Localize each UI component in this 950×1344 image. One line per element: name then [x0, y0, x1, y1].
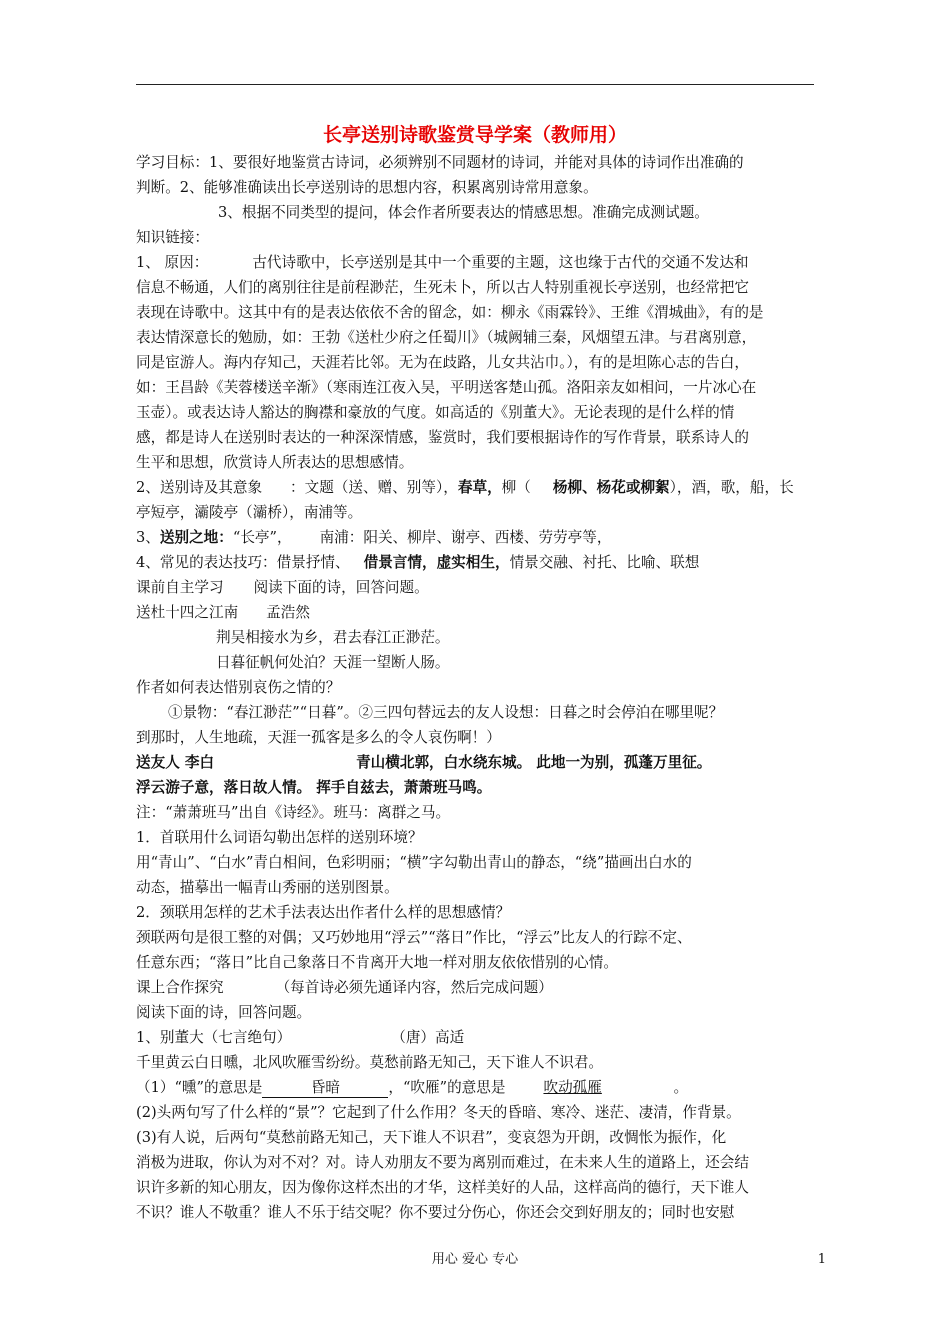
text-span: 3、: [136, 529, 160, 546]
underlined-answer: 吹动孤雁: [543, 1079, 602, 1096]
text-span: 情景交融、衬托、比喻、联想: [509, 554, 700, 571]
text-span: 1、别董大（七言绝句）: [136, 1029, 292, 1046]
answer-line: 用“青山”、“白水”青白相间，色彩明丽；“横”字勾勒出青山的静态，“绕”描画出白水的: [136, 854, 692, 871]
paragraph-line: 阅读下面的诗，回答问题。: [136, 1004, 312, 1021]
paragraph-line: 3、根据不同类型的提问，体会作者所要表达的情感思想。准确完成测试题。: [218, 204, 709, 221]
answer-line: 颈联两句是很工整的对偶；又巧妙地用“浮云”“落日”作比，“浮云”比友人的行踪不定、: [136, 929, 692, 946]
answer-line: 消极为进取，你认为对不对？对。诗人劝朋友不要为离别而难过，在未来人生的道路上，还会结: [136, 1154, 749, 1171]
answer-line: 动态，描摹出一幅青山秀丽的送别图景。: [136, 879, 399, 896]
paragraph-line: 表现在诗歌中。这其中有的是表达依依不舍的留念，如：柳永《雨霖铃》、王维《渭城曲》，有的是: [136, 304, 764, 321]
text-span: （每首诗必须先通译内容，然后完成问题）: [275, 979, 553, 996]
text-span: 1、 原因：: [136, 254, 209, 271]
answer-blank: [543, 1079, 673, 1097]
paragraph-line: 同是宦游人。海内存知己，天涯若比邻。无为在歧路，儿女共沾巾。），有的是坦陈心志的告白，: [136, 354, 749, 371]
text-span: （唐）高适: [391, 1029, 465, 1046]
answer-line: ①景物：“春江渺茫”“日暮”。②三四句替远去的友人设想：日暮之时会停泊在哪里呢？: [168, 704, 724, 721]
poem-line: [136, 750, 818, 775]
paragraph-line: [136, 550, 818, 575]
bold-text: 浮云游子意，落日故人情。 挥手自兹去，萧萧班马鸣。: [136, 779, 492, 796]
question-line: 1．首联用什么词语勾勒出怎样的送别环境？: [136, 829, 423, 846]
text-span: 阅读下面的诗，回答问题。: [253, 579, 429, 596]
paragraph-line: 玉壶）。或表达诗人豁达的胸襟和豪放的气度。如高适的《别董大》。无论表现的是什么样的情: [136, 404, 735, 421]
footer-motto: 用心 爱心 专心: [431, 1252, 519, 1267]
text-span: 。: [673, 1079, 689, 1096]
note-line: 注：“萧萧班马”出自《诗经》。班马：离群之马。: [136, 804, 451, 821]
paragraph-line: [136, 525, 818, 550]
poem-line: 千里黄云白日曛，北风吹雁雪纷纷。莫愁前路无知己，天下谁人不识君。: [136, 1054, 604, 1071]
answer-blank: 昏暗: [262, 1079, 388, 1098]
text-span: ：文题（送、赠、别等），: [290, 479, 458, 496]
text-span: “长亭”，: [232, 529, 292, 546]
answer-line: 识许多新的知心朋友，因为像你这样杰出的才华，这样美好的人品，这样高尚的德行，天下谁人: [136, 1179, 749, 1196]
paragraph-line: 亭短亭，灞陵亭（灞桥），南浦等。: [136, 504, 363, 521]
paragraph-line: 判断。2、能够准确读出长亭送别诗的思想内容，积累离别诗常用意象。: [136, 179, 598, 196]
answer-line: 到那时，人生地疏，天涯一孤客是多么的令人哀伤啊！）: [136, 729, 501, 746]
text-span: 2、送别诗及其意象: [136, 479, 263, 496]
bold-text: 送别之地：: [159, 529, 233, 546]
text-span: ，“吹雁”的意思是: [388, 1079, 506, 1096]
question-line: (3)有人说，后两句“莫愁前路无知己，天下谁人不识君”，变哀怨为开朗，改惆怅为振作，化: [136, 1129, 727, 1146]
bold-text: 春草，: [457, 479, 502, 496]
paragraph-line: 如：王昌龄《芙蓉楼送辛渐》（寒雨连江夜入吴，平明送客楚山孤。洛阳亲友如相问，一片冰心在: [136, 379, 757, 396]
bold-text: 杨柳、杨花或柳絮: [552, 479, 670, 496]
text-span: 南浦：阳关、柳岸、谢亭、西楼、劳劳亭等，: [319, 529, 612, 546]
poem-line: 日暮征帆何处泊？天涯一望断人肠。: [216, 654, 450, 671]
section-heading: 知识链接：: [136, 229, 209, 246]
poem-line: [136, 775, 818, 800]
paragraph-line: 感，都是诗人在送别时表达的一种深深情感，鉴赏时，我们要根据诗作的写作背景，联系诗人的: [136, 429, 749, 446]
bold-text: 借景言情，虚实相生，: [363, 554, 510, 571]
text-span: （1）“曛”的意思是: [136, 1079, 263, 1096]
question-line: [136, 1075, 818, 1100]
text-span: 送杜十四之江南: [136, 604, 239, 621]
poem-title: [136, 600, 818, 625]
document-body: [136, 150, 818, 1225]
paragraph-line: [136, 475, 818, 500]
answer-line: 不识？谁人不敬重？谁人不乐于结交呢？你不要过分伤心，你还会交到好朋友的；同时也安慰: [136, 1204, 735, 1221]
text-span: 古代诗歌中，长亭送别是其中一个重要的主题，这也缘于古代的交通不发达和: [252, 254, 749, 271]
page-number: 1: [817, 1252, 826, 1267]
question-line: (2)头两句写了什么样的“景”？它起到了什么作用？冬天的昏暗、寒冷、迷茫、凄清，作背景。: [136, 1104, 741, 1121]
paragraph-line: 信息不畅通，人们的离别往往是前程渺茫，生死未卜，所以古人特别重视长亭送别，也经常把它: [136, 279, 749, 296]
text-span: ），酒，歌，船，长: [669, 479, 794, 496]
text-span: 课前自主学习: [136, 579, 224, 596]
poem-line: 荆吴相接水为乡，君去春江正渺茫。: [216, 629, 450, 646]
paragraph-line: 表达情深意长的勉励，如：王勃《送杜少府之任蜀川》（城阙辅三秦，风烟望五津。与君离别意，: [136, 329, 757, 346]
text-span: 柳（: [501, 479, 531, 496]
bold-text: 送友人 李白: [136, 754, 215, 771]
document-title: 长亭送别诗歌鉴赏导学案（教师用）: [322, 124, 627, 146]
section-heading: [136, 975, 818, 1000]
bold-text: 青山横北郭，白水绕东城。 此地一为别，孤蓬万里征。: [356, 754, 712, 771]
paragraph-line: 生平和思想，欣赏诗人所表达的思想感情。: [136, 454, 414, 471]
poem-title: [136, 1025, 818, 1050]
text-span: 孟浩然: [266, 604, 310, 621]
question-line: 作者如何表达惜别哀伤之情的？: [136, 679, 341, 696]
paragraph-line: [136, 575, 818, 600]
text-span: 课上合作探究: [136, 979, 224, 996]
paragraph-line: [136, 250, 818, 275]
header-rule: [136, 84, 814, 85]
paragraph-line: 学习目标：1、要很好地鉴赏古诗词，必须辨别不同题材的诗词，并能对具体的诗词作出准确的: [136, 154, 744, 171]
text-span: 4、常见的表达技巧：借景抒情、: [136, 554, 350, 571]
answer-line: 任意东西；“落日”比自己象落日不肯离开大地一样对朋友依依惜别的心情。: [136, 954, 618, 971]
question-line: 2．颈联用怎样的艺术手法表达出作者什么样的思想感情？: [136, 904, 511, 921]
